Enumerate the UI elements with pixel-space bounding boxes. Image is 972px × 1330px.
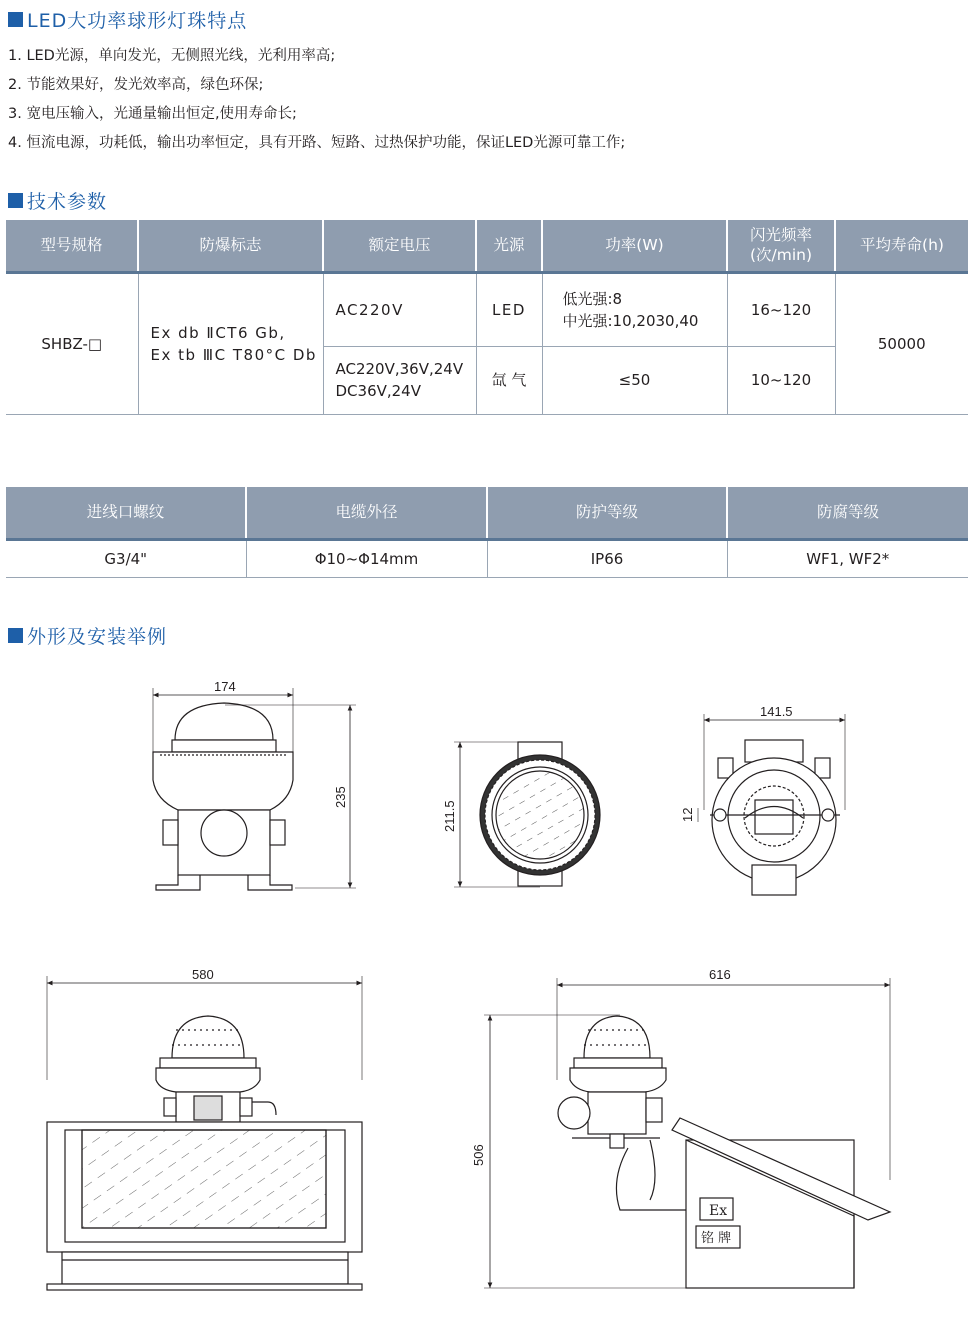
cable-cell: Φ10~Φ14mm	[246, 539, 487, 577]
dim-12: 12	[680, 807, 695, 822]
dim-211-5: 211.5	[442, 800, 457, 832]
feature-item: 3. 宽电压输入，光通量输出恒定,使用寿命长;	[8, 106, 297, 122]
top-view-drawing	[454, 742, 600, 887]
header-thread: 进线口螺纹	[6, 487, 246, 539]
power-cell: 低光强:8 中光强:10,2030,40	[542, 272, 727, 346]
header-ex-mark: 防爆标志	[138, 220, 323, 272]
installation-drawings	[0, 660, 972, 1310]
square-bullet-icon	[8, 12, 23, 27]
dim-580: 580	[192, 967, 214, 982]
features-list	[8, 42, 948, 158]
dim-235: 235	[333, 786, 348, 808]
panel-mount-front-drawing	[47, 976, 362, 1290]
anticorrosion-cell: WF1, WF2*	[727, 539, 968, 577]
life-cell: 50000	[835, 272, 968, 414]
features-title: LED大功率球形灯珠特点	[8, 6, 247, 33]
ex-mark-cell: Ex db ⅡCT6 Gb, Ex tb ⅢC T80°C Db	[138, 272, 323, 414]
header-source: 光源	[476, 220, 542, 272]
header-power: 功率(W)	[542, 220, 727, 272]
header-cable: 电缆外径	[246, 487, 487, 539]
tech-spec-table-2	[6, 487, 968, 578]
header-anticorrosion: 防腐等级	[727, 487, 968, 539]
tech-title: 技术参数	[8, 187, 107, 214]
tech-spec-table	[6, 220, 968, 415]
drawings-svg	[0, 660, 972, 1310]
header-life: 平均寿命(h)	[835, 220, 968, 272]
feature-item: 4. 恒流电源，功耗低，输出功率恒定，具有开路、短路、过热保护功能，保证LED光源可靠工作;	[8, 135, 626, 151]
source-cell: LED	[476, 272, 542, 346]
square-bullet-icon	[8, 628, 23, 643]
model-cell: SHBZ-□	[6, 272, 138, 414]
header-model: 型号规格	[6, 220, 138, 272]
frequency-cell: 10~120	[727, 346, 835, 414]
front-view-drawing	[153, 688, 356, 890]
voltage-cell: AC220V,36V,24V DC36V,24V	[323, 346, 476, 414]
plate-ex-label: Ex	[709, 1203, 728, 1219]
power-cell: ≤50	[542, 346, 727, 414]
thread-cell: G3/4"	[6, 539, 246, 577]
protection-cell: IP66	[487, 539, 727, 577]
voltage-cell: AC220V	[323, 272, 476, 346]
back-view-drawing	[698, 714, 845, 895]
dim-174: 174	[214, 679, 236, 694]
header-voltage: 额定电压	[323, 220, 476, 272]
header-protection: 防护等级	[487, 487, 727, 539]
square-bullet-icon	[8, 193, 23, 208]
frequency-cell: 16~120	[727, 272, 835, 346]
feature-item: 2. 节能效果好，发光效率高，绿色环保;	[8, 77, 264, 93]
panel-mount-side-drawing	[484, 978, 890, 1288]
dim-141-5: 141.5	[760, 704, 793, 719]
install-title: 外形及安装举例	[8, 622, 167, 649]
source-cell: 氙 气	[476, 346, 542, 414]
dim-506: 506	[471, 1144, 486, 1166]
dim-616: 616	[709, 967, 731, 982]
header-frequency: 闪光频率 (次/min)	[727, 220, 835, 272]
feature-item: 1. LED光源，单向发光，无侧照光线，光利用率高;	[8, 48, 336, 64]
plate-name-label: 铭 牌	[701, 1231, 732, 1246]
